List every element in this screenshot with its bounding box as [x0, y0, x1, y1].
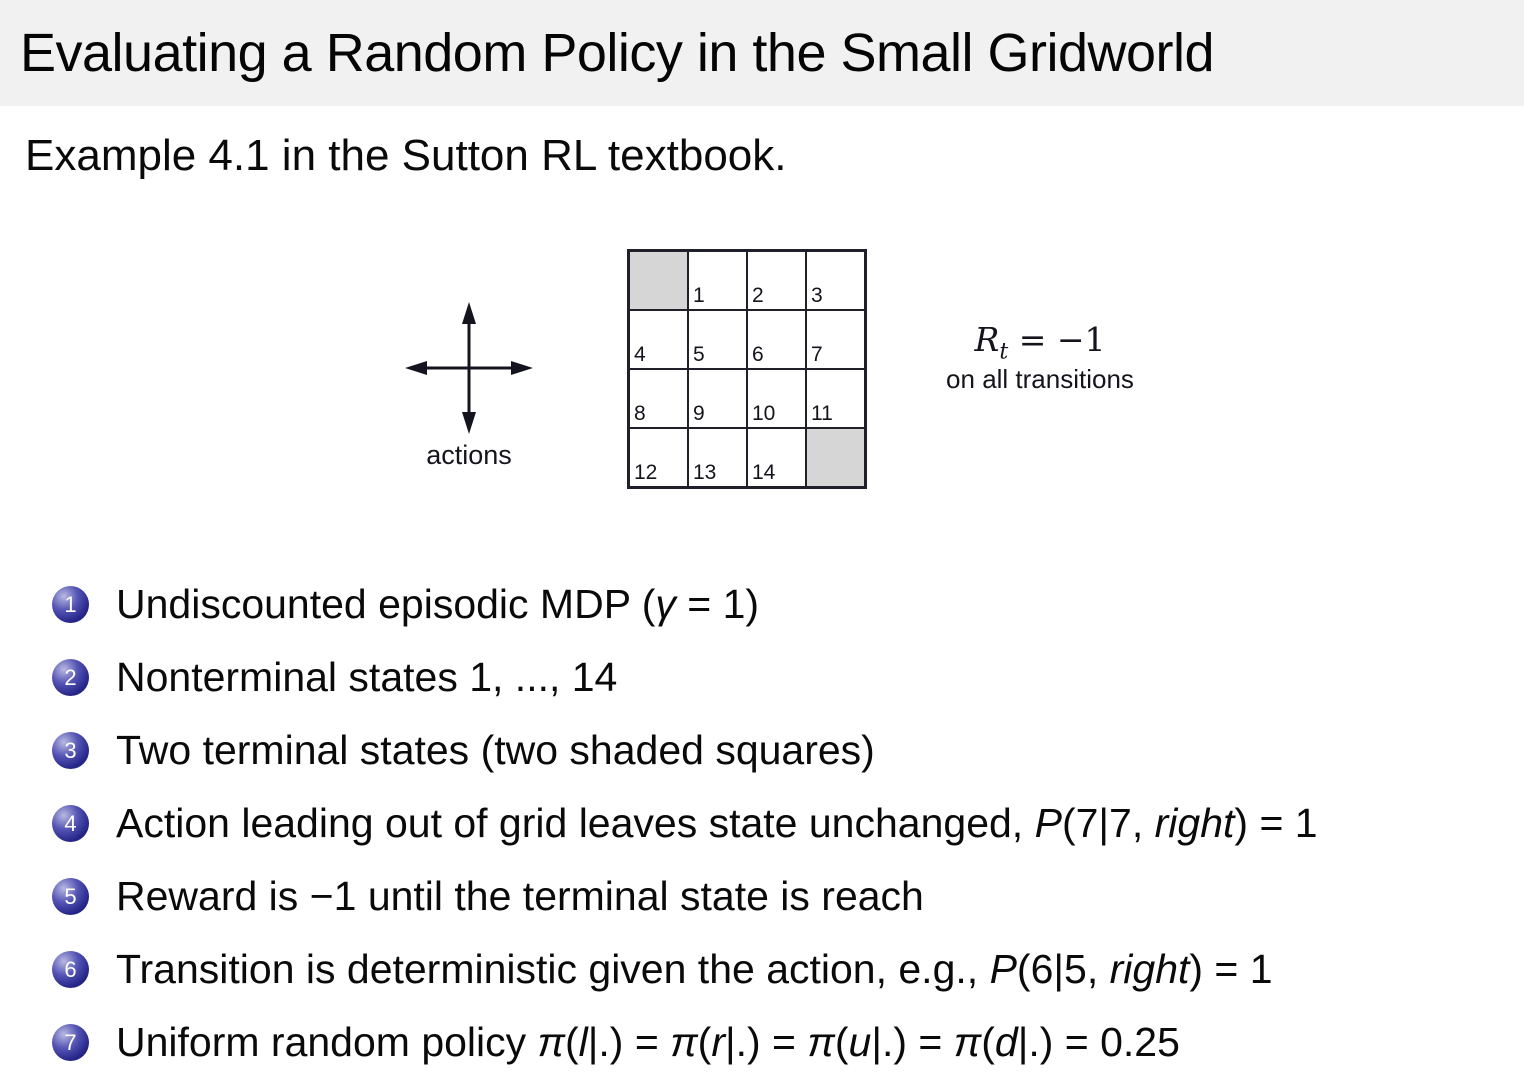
slide-title: Evaluating a Random Policy in the Small Gridworld — [20, 23, 1215, 83]
grid-cell — [689, 370, 746, 427]
grid-cell-label: 6 — [752, 343, 764, 366]
list-item — [52, 568, 1522, 641]
item-text: Action leading out of grid leaves state unchanged, P(7|7, right) = 1 — [116, 800, 1318, 846]
item-text: Nonterminal states 1, ..., 14 — [116, 654, 618, 700]
slide-titlebar — [0, 0, 1524, 106]
item-text: Transition is deterministic given the action, e.g., P(6|5, right) = 1 — [116, 946, 1273, 992]
grid-cell — [748, 429, 805, 486]
item-number-bullet: 1 — [52, 586, 89, 623]
bullet-list — [52, 568, 1522, 1079]
grid-cell — [807, 252, 864, 309]
grid-cell — [689, 429, 746, 486]
item-number-bullet: 7 — [52, 1024, 89, 1061]
grid-cell — [748, 252, 805, 309]
grid-cell — [807, 370, 864, 427]
item-number-bullet: 2 — [52, 659, 89, 696]
grid-cell-label: 5 — [693, 343, 705, 366]
grid-cell-label: 1 — [693, 284, 705, 307]
grid-cell — [748, 311, 805, 368]
item-number-bullet: 5 — [52, 878, 89, 915]
item-number-bullet: 6 — [52, 951, 89, 988]
gridworld-grid — [627, 249, 867, 489]
grid-cell — [689, 311, 746, 368]
grid-cell — [630, 311, 687, 368]
grid-cell — [748, 370, 805, 427]
item-text: Undiscounted episodic MDP (γ = 1) — [116, 581, 760, 627]
grid-cell-label: 7 — [811, 343, 823, 366]
grid-cell-label: 3 — [811, 284, 823, 307]
item-text: Reward is −1 until the terminal state is reach — [116, 873, 924, 919]
list-item — [52, 933, 1522, 1006]
list-item — [52, 641, 1522, 714]
item-text: Uniform random policy π(l|.) = π(r|.) = π(u|.) = π(d|.) = 0.25 — [116, 1019, 1180, 1065]
reward-symbol: R — [974, 320, 1000, 359]
item-number-bullet: 4 — [52, 805, 89, 842]
grid-cell — [689, 252, 746, 309]
reward-formula — [905, 320, 1175, 365]
grid-cell — [807, 429, 864, 486]
grid-cell-label: 13 — [693, 461, 717, 484]
grid-cell — [630, 370, 687, 427]
list-item — [52, 714, 1522, 787]
grid-cell-label: 8 — [634, 402, 646, 425]
item-text: Two terminal states (two shaded squares) — [116, 727, 875, 773]
grid-cell — [630, 252, 687, 309]
reward-subscript: t — [999, 339, 1009, 365]
grid-cell — [630, 429, 687, 486]
list-item — [52, 860, 1522, 933]
grid-cell-label: 2 — [752, 284, 764, 307]
actions-cross-icon — [403, 300, 535, 436]
grid-cell-label: 10 — [752, 402, 776, 425]
list-item — [52, 787, 1522, 860]
grid-cell-label: 11 — [811, 402, 833, 425]
grid-cell-label: 4 — [634, 343, 646, 366]
grid-cell-label: 12 — [634, 461, 658, 484]
item-number-bullet: 3 — [52, 732, 89, 769]
reward-value: = −1 — [1008, 320, 1106, 359]
list-item — [52, 1006, 1522, 1079]
grid-cell — [807, 311, 864, 368]
actions-label: actions — [426, 440, 512, 470]
grid-cell-label: 9 — [693, 402, 705, 425]
reward-note: on all transitions — [946, 364, 1134, 394]
slide-subtitle: Example 4.1 in the Sutton RL textbook. — [25, 131, 787, 180]
grid-cell-label: 14 — [752, 461, 776, 484]
